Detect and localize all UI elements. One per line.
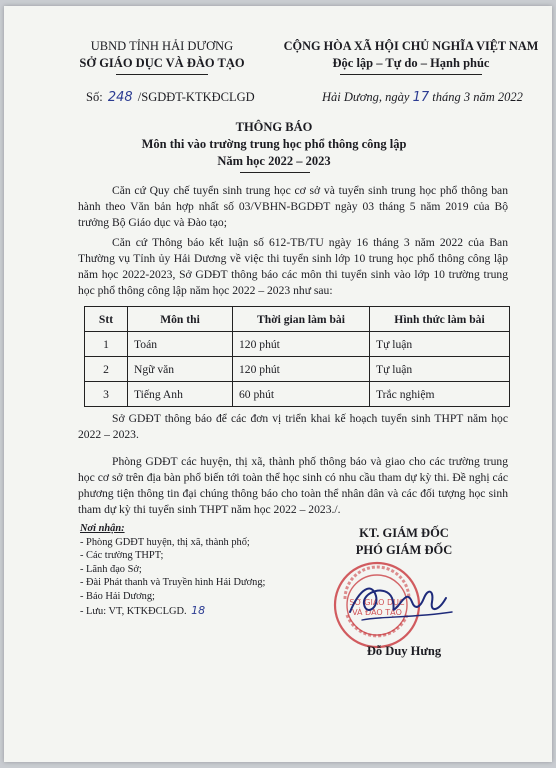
row-format: Trắc nghiệm bbox=[370, 382, 510, 407]
recipient-archive: - Lưu: VT, KTKĐCLGD. bbox=[80, 605, 187, 617]
table-row bbox=[85, 382, 510, 407]
issuer-underline bbox=[116, 74, 208, 75]
recipient-item: - Các trường THPT; bbox=[80, 550, 164, 562]
table-header-row bbox=[85, 307, 510, 332]
number-handwritten: 248 bbox=[107, 90, 133, 105]
recipient-item: - Đài Phát thanh và Truyền hình Hải Dương; bbox=[80, 577, 266, 589]
row-format: Tự luận bbox=[370, 357, 510, 382]
issue-date bbox=[322, 89, 523, 106]
row-duration: 60 phút bbox=[233, 382, 370, 407]
svg-text:VÀ ĐÀO TẠO: VÀ ĐÀO TẠO bbox=[352, 608, 402, 617]
document-number bbox=[86, 89, 255, 106]
number-prefix: Số: bbox=[86, 90, 103, 104]
recipients-block bbox=[80, 522, 320, 618]
row-duration: 120 phút bbox=[233, 332, 370, 357]
archive-handwritten-mark: 18 bbox=[191, 603, 206, 617]
date-suffix: tháng 3 năm 2022 bbox=[432, 90, 523, 104]
recipient-item: - Lãnh đạo Sở; bbox=[80, 563, 142, 575]
row-index: 3 bbox=[85, 382, 128, 407]
handwritten-signature-icon bbox=[342, 568, 462, 632]
signature-block bbox=[320, 525, 488, 559]
paragraph-dissemination: Phòng GDĐT các huyện, thị xã, thành phố thông báo và giao cho các trường trung học cơ sở trên địa bàn phổ biến tới toàn thể học sinh có nhu cầu tham dự kỳ thi. Đề nghị các phương tiện thông tin đại chúng thông báo cho toàn thể nhân dân và các đối tượng học sinh tham dự kỳ thi tuyển sinh THPT năm học 2022 – 2023./. bbox=[78, 455, 508, 516]
row-subject: Ngữ văn bbox=[128, 357, 233, 382]
recipient-item bbox=[80, 604, 320, 619]
motto: Độc lập – Tự do – Hạnh phúc bbox=[332, 56, 490, 70]
title-underline bbox=[240, 172, 310, 173]
row-subject: Tiếng Anh bbox=[128, 382, 233, 407]
row-format: Tự luận bbox=[370, 332, 510, 357]
title-block bbox=[44, 119, 504, 170]
recipients-heading: Nơi nhận: bbox=[80, 523, 125, 534]
signature-title-2: PHÓ GIÁM ĐỐC bbox=[355, 543, 453, 557]
paragraph-legal-basis-1: Căn cứ Quy chế tuyển sinh trung học cơ sở và tuyển sinh trung học phổ thông ban hành theo Văn bản hợp nhất số 03/VBHN-BGDĐT ngày 03 tháng 5 năm 2019 của Bộ trưởng Bộ Giáo dục và Đào tạo; bbox=[78, 184, 508, 229]
paragraph-legal-basis-2: Căn cứ Thông báo kết luận số 612-TB/TU ngày 16 tháng 3 năm 2022 của Ban Thường vụ Tỉnh ủy Hải Dương về việc thi tuyển sinh lớp 10 trung học phổ thông công lập năm học 2022-2023, Sở GDĐT thông báo các môn thi tuyển sinh vào lớp 10 trường trung học phổ thông công lập năm học 2022 – 2023 như sau: bbox=[78, 236, 508, 297]
row-index: 2 bbox=[85, 357, 128, 382]
row-subject: Toán bbox=[128, 332, 233, 357]
issuer-block bbox=[62, 38, 262, 72]
document-page bbox=[4, 6, 552, 762]
issuer-department: SỞ GIÁO DỤC VÀ ĐÀO TẠO bbox=[79, 56, 245, 70]
paragraph-implementation: Sở GDĐT thông báo để các đơn vị triển khai kế hoạch tuyển sinh THPT năm học 2022 – 2023. bbox=[78, 412, 508, 441]
document-type: THÔNG BÁO bbox=[235, 120, 313, 134]
date-prefix: Hải Dương, ngày bbox=[322, 90, 410, 104]
country-name: CỘNG HÒA XÃ HỘI CHỦ NGHĨA VIỆT NAM bbox=[283, 39, 539, 53]
number-suffix: /SGDĐT-KTKĐCLGD bbox=[137, 90, 255, 104]
column-header-duration: Thời gian làm bài bbox=[233, 307, 370, 332]
national-motto-block bbox=[272, 38, 550, 72]
table-row bbox=[85, 332, 510, 357]
school-year: Năm học 2022 – 2023 bbox=[217, 154, 331, 168]
exam-subjects-table bbox=[84, 306, 510, 407]
signer-name: Đỗ Duy Hưng bbox=[366, 644, 442, 658]
document-subject: Môn thi vào trường trung học phổ thông công lập bbox=[141, 137, 407, 151]
row-index: 1 bbox=[85, 332, 128, 357]
svg-text:SỞ GIÁO DỤC: SỞ GIÁO DỤC bbox=[349, 598, 405, 607]
recipient-item: - Phòng GDĐT huyện, thị xã, thành phố; bbox=[80, 536, 250, 548]
signature-title-1: KT. GIÁM ĐỐC bbox=[359, 526, 449, 540]
issuer-province: UBND TỈNH HẢI DƯƠNG bbox=[90, 39, 234, 53]
table-row bbox=[85, 357, 510, 382]
column-header-stt: Stt bbox=[85, 307, 128, 332]
column-header-subject: Môn thi bbox=[128, 307, 233, 332]
row-duration: 120 phút bbox=[233, 357, 370, 382]
column-header-format: Hình thức làm bài bbox=[370, 307, 510, 332]
recipient-item: - Báo Hải Dương; bbox=[80, 590, 155, 602]
date-day-handwritten: 17 bbox=[412, 90, 430, 105]
motto-underline bbox=[340, 74, 482, 75]
